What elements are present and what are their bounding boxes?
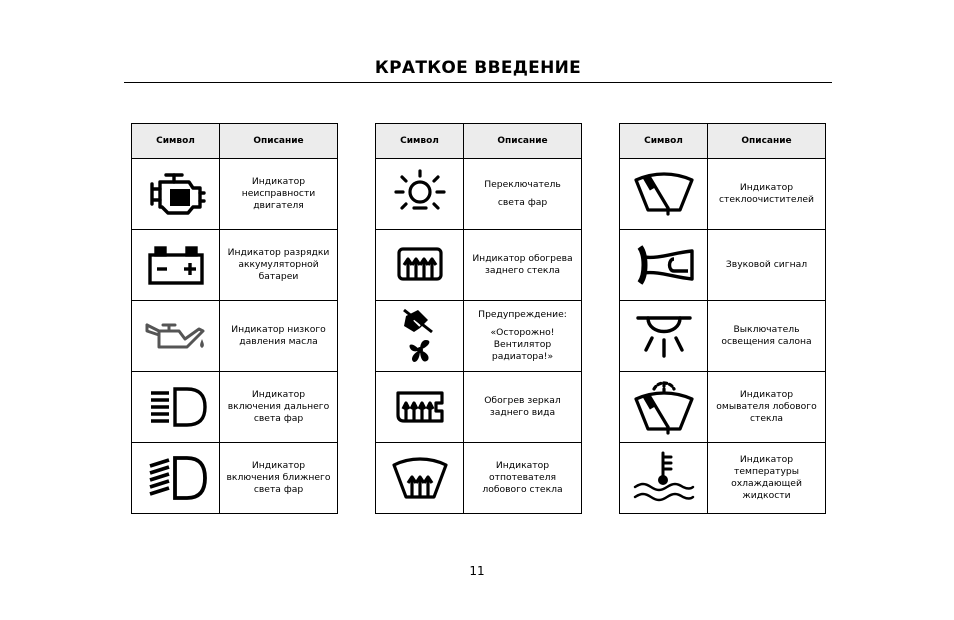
symbol-cell [620,372,708,443]
description-line: стеклоочистителей [719,194,814,205]
description-line: давления масла [239,336,318,347]
symbol-column-header: Символ [620,124,708,159]
symbol-cell [132,443,220,514]
description-cell [708,443,826,514]
description-column-header: Описание [464,124,582,159]
description-line: стекла [749,412,784,424]
symbol-column-header: Символ [132,124,220,159]
description-line: лобового стекла [482,483,563,495]
description-line: Индикатор [251,176,306,188]
table-row [376,372,582,443]
table-row [620,230,826,301]
table-row [132,230,338,301]
description-cell [464,301,582,372]
table-row [376,443,582,514]
description-line: Индикатор низкого [231,324,326,336]
description-line: Звуковой сигнал [725,259,808,271]
description-line: включения дальнего [227,401,330,413]
symbol-cell [376,159,464,230]
description-line: Предупреждение: [478,309,567,321]
table-header-row [620,124,826,159]
description-line: охлаждающей [731,478,802,489]
description-line: двигателя [253,199,304,211]
symbols-table-1 [131,123,338,514]
description-cell [220,159,338,230]
description-line: неисправности [241,188,316,200]
symbol-cell [620,301,708,372]
description-line: света фар [497,197,548,208]
battery-icon [145,243,207,287]
symbol-cell [620,230,708,301]
symbols-table-3 [619,123,826,514]
table-row [620,159,826,230]
description-cell [708,301,826,372]
table-header-row [132,124,338,159]
description-line: батареи [258,270,299,282]
description-line: Индикатор разрядки [227,247,330,259]
description-cell [708,230,826,301]
description-cell [708,159,826,230]
description-line: температуры [734,466,799,478]
symbol-cell [132,301,220,372]
engine-check-icon [145,168,207,220]
description-cell [464,372,582,443]
symbol-cell [376,372,464,443]
description-line: Вентилятор [493,339,552,350]
symbol-cell [132,372,220,443]
symbol-cell [620,443,708,514]
description-cell [464,230,582,301]
description-line: омывателя лобового [716,401,817,413]
interior-light-icon [634,310,694,362]
description-cell [220,301,338,372]
description-line: Переключатель [484,179,561,191]
description-line: включения ближнего [226,472,331,484]
description-cell [220,443,338,514]
description-line: Индикатор [251,389,306,401]
wiper-icon [632,170,696,218]
mirror-heat-icon [392,383,448,431]
table-row [376,230,582,301]
table-row [620,443,826,514]
table-header-row [376,124,582,159]
oil-can-icon [143,313,209,359]
horn-icon [632,241,696,289]
description-cell [220,372,338,443]
description-line: радиатора!» [491,350,554,362]
front-defrost-icon [390,453,450,503]
description-line: Индикатор [739,454,794,466]
page-title: КРАТКОЕ ВВЕДЕНИЕ [374,58,582,78]
description-line: Выключатель [733,324,800,336]
description-line: «Осторожно! [490,327,555,339]
description-line: жидкости [742,489,791,501]
description-cell [464,443,582,514]
table-row [132,159,338,230]
description-cell [220,230,338,301]
description-line: Индикатор обогрева [472,253,573,265]
coolant-temp-icon [631,449,697,507]
table-row [620,372,826,443]
table-row [376,159,582,230]
low-beam-icon [145,452,207,504]
description-line: Индикатор [739,389,794,401]
description-line: света фар [253,483,304,495]
table-row [376,301,582,372]
description-column-header: Описание [220,124,338,159]
description-line: аккумуляторной [238,259,319,271]
description-line: Индикатор [251,460,306,472]
description-cell [464,159,582,230]
description-line: света фар [253,412,304,424]
table-row [620,301,826,372]
washer-icon [632,377,696,437]
symbol-cell [376,443,464,514]
symbols-table-2 [375,123,582,514]
description-line: Индикатор [495,460,550,472]
description-line: Индикатор [739,182,794,194]
description-line: отпотевателя [488,472,557,484]
description-line: заднего стекла [484,265,560,276]
description-line: заднего вида [489,407,556,418]
title-divider [124,82,832,83]
description-line: Обогрев зеркал [484,395,561,407]
table-row [132,301,338,372]
table-row [132,443,338,514]
description-cell [708,372,826,443]
description-line: освещения салона [721,336,812,347]
rear-defrost-icon [394,241,446,289]
symbol-cell [620,159,708,230]
description-column-header: Описание [708,124,826,159]
symbol-cell [376,230,464,301]
headlight-switch-icon [392,168,448,220]
high-beam-icon [145,383,207,431]
table-row [132,372,338,443]
symbol-cell [132,159,220,230]
symbol-cell [132,230,220,301]
fan-warning-icon [398,306,442,366]
symbol-cell [376,301,464,372]
symbol-column-header: Символ [376,124,464,159]
page-number: 11 [469,564,485,578]
